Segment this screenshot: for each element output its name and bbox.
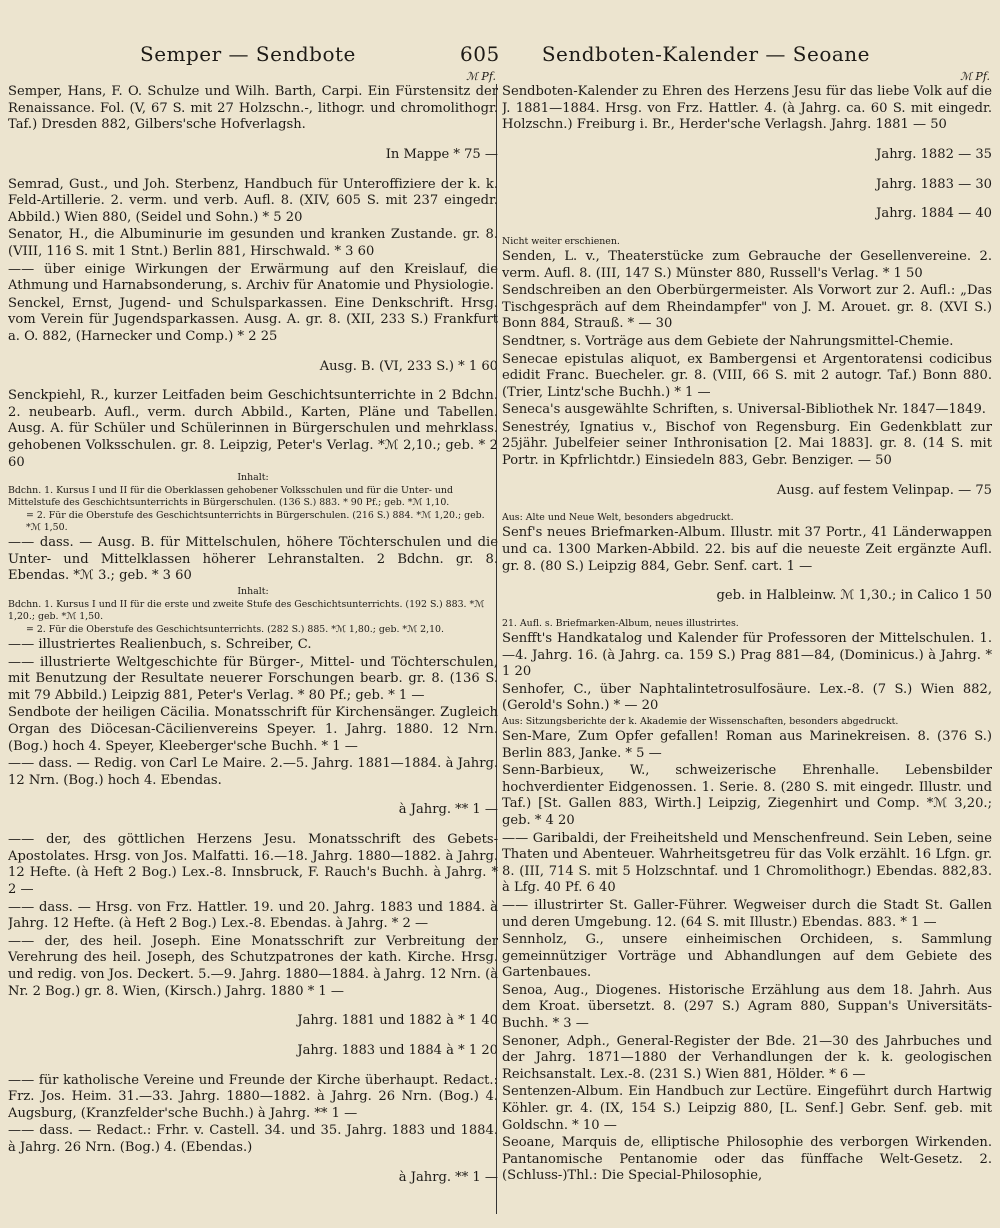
entry: —— dass. — Redact.: Frhr. v. Castell. 34. und 35. Jahrg. 1883 und 1884. à Jahrg. 26 Nrn. (Bog.) 4. (Ebendas.): [8, 1123, 498, 1155]
price-line: à Jahrg. ** 1 —: [398, 802, 498, 818]
entry: Senckpiehl, R., kurzer Leitfaden beim Geschichtsunterrichte in 2 Bdchn. 2. neubearb. Aufl., verm. durch Abbild., Karten, Pläne und Tabellen. Ausg. A. für Schüler und Schülerinnen in Bürgerschulen und mehrklass. gehobenen Volksschulen. gr. 8. Leipzig, Peter's Verlag. *ℳ 2,10.; geb. * 2 60: [8, 388, 498, 470]
price-column-head: ℳ Pf.: [960, 70, 990, 83]
entry: Sendschreiben an den Oberbürgermeister. Als Vorwort zur 2. Aufl.: „Das Tischgespräch auf dem Rheindampfer" von J. M. Arouet. gr. 8. (XVI S.) Bonn 884, Strauß. * — 30: [502, 283, 992, 332]
entry: —— der, des göttlichen Herzens Jesu. Monatsschrift des Gebets-Apostolates. Hrsg. von Jos. Malfatti. 16.—18. Jahrg. 1880—1882. à Jahrg. 12 Hefte. (à Heft 2 Bog.) Lex.-8. Innsbruck, F. Rauch's Buchh. à Jahrg. * 2 —: [8, 832, 498, 897]
entry: Senn-Barbieux, W., schweizerische Ehrenhalle. Lebensbilder hochverdienter Eidgenossen. 1. Serie. 8. (280 S. mit eingedr. Illustr. und Taf.) [St. Gallen 883, Wirth.] Leipzig, Ziegenhirt und Comp. *ℳ 3,20.; geb. * 4 20: [502, 763, 992, 828]
entry: —— illustrirter St. Galler-Führer. Wegweiser durch die Stadt St. Gallen und deren Umgebung. 12. (64 S. mit Illustr.) Ebendas. 883. * 1 —: [502, 897, 992, 930]
price-line: à Jahrg. ** 1 —: [398, 1169, 498, 1185]
entry: Senestréy, Ignatius v., Bischof von Regensburg. Ein Gedenkblatt zur 25jähr. Jubelfeier seiner Inthronisation [2. Mai 1883]. gr. 8. (14 S. mit Portr. in Kpfrlichtdr.) Einsiedeln 883, Gebr. Benziger. — 50: [502, 419, 992, 469]
entry: Semrad, Gust., und Joh. Sterbenz, Handbuch für Unteroffiziere der k. k. Feld-Artillerie. 2. verm. und verb. Aufl. 8. (XIV, 605 S. mit 237 eingedr. Abbild.) Wien 880, (Seidel und Sohn.) * 5 20: [8, 176, 498, 225]
price-line: Jahrg. 1884 — 40: [876, 206, 992, 222]
page-number: 605: [460, 42, 500, 66]
entry: —— Garibaldi, der Freiheitsheld und Menschenfreund. Sein Leben, seine Thaten und Abenteuer. Wahrheitsgetreu für das Volk erzählt. 16 Lfgn. gr. 8. (III, 714 S. mit 5 Holzschntaf. und 1 Chromolithogr.) Ebendas. 882,83. à Lfg. 40 Pf. 6 40: [502, 830, 992, 896]
price-line: Jahrg. 1882 — 35: [876, 146, 992, 162]
price-line: Jahrg. 1883 und 1884 à * 1 20: [297, 1042, 498, 1058]
price-line: Jahrg. 1883 — 30: [876, 176, 992, 192]
contents-label: Inhalt:: [237, 586, 269, 598]
entry: Senator, H., die Albuminurie im gesunden und kranken Zustande. gr. 8. (VIII, 116 S. mit 1 Stnt.) Berlin 881, Hirschwald. * 3 60: [8, 227, 498, 259]
price-line: Jahrg. 1881 und 1882 à * 1 40: [297, 1013, 498, 1029]
entry: Sendbote der heiligen Cäcilia. Monatsschrift für Kirchensänger. Zugleich Organ des Diöcesan-Cäcilienvereins Speyer. 1. Jahrg. 1880. 12 Nrn. (Bog.) hoch 4. Speyer, Kleeberger'sche Buchh. * 1 —: [8, 705, 498, 754]
entry: —— für katholische Vereine und Freunde der Kirche überhaupt. Redact.: Frz. Jos. Heim. 31.—33. Jahrg. 1880—1882. à Jahrg. 26 Nrn. (Bog.) 4. Augsburg, (Kranzfelder'sche Buchh.) à Jahrg. ** 1 —: [8, 1072, 498, 1121]
header-left: Semper — Sendbote: [140, 42, 356, 66]
entry: —— dass. — Hrsg. von Frz. Hattler. 19. und 20. Jahrg. 1883 und 1884. à Jahrg. 12 Hefte. (à Heft 2 Bog.) Lex.-8. Ebendas. à Jahrg. * 2 —: [8, 899, 498, 932]
contents-item: Bdchn. 1. Kursus I und II für die Oberklassen gehobener Volksschulen und für die Unter- und Mittelstufe des Geschichtsunterrichts in Bürgerschulen. (136 S.) 883. * 90 Pf.; geb. *ℳ 1,10.: [8, 485, 453, 509]
note: 21. Aufl. s. Briefmarken-Album, neues illustrirtes.: [502, 618, 739, 629]
entry: Senfft's Handkatalog und Kalender für Professoren der Mittelschulen. 1.—4. Jahrg. 16. (à Jahrg. ca. 159 S.) Prag 881—84, (Dominicus.) à Jahrg. * 1 20: [502, 631, 992, 680]
entry: Seoane, Marquis de, elliptische Philosophie des verborgen Wirkenden. Pantanomische Pentanomie oder das fünffache Welt-Gesetz. 2. (Schluss-)Thl.: Die Special-Philosophie,: [502, 1135, 992, 1184]
entry: Seneca's ausgewählte Schriften, s. Universal-Bibliothek Nr. 1847—1849.: [502, 402, 986, 418]
price-line: geb. in Halbleinw. ℳ 1,30.; in Calico 1 50: [716, 588, 992, 604]
entry: Sennholz, G., unsere einheimischen Orchideen, s. Sammlung gemeinnütziger Vorträge und Abhandlungen auf dem Gebiete des Gartenbaues.: [502, 932, 992, 981]
entry: Semper, Hans, F. O. Schulze und Wilh. Barth, Carpi. Ein Fürstensitz der Renaissance. Fol. (V, 67 S. mit 27 Holzschn.-, lithogr. und chromolithogr. Taf.) Dresden 882, Gilbers'sche Hofverlagsh.: [8, 84, 498, 133]
price-line: In Mappe * 75 —: [385, 146, 498, 162]
entry: —— über einige Wirkungen der Erwärmung auf den Kreislauf, die Athmung und Harnabsonderung, s. Archiv für Anatomie und Physiologie.: [8, 261, 498, 294]
left-column: [8, 70, 498, 1220]
entry: Senoa, Aug., Diogenes. Historische Erzählung aus dem 18. Jahrh. Aus dem Kroat. übersetzt. 8. (297 S.) Agram 880, Suppan's Universitäts-Buchh. * 3 —: [502, 982, 992, 1032]
note: Aus: Alte und Neue Welt, besonders abgedruckt.: [502, 512, 734, 524]
entry: Sentenzen-Album. Ein Handbuch zur Lectüre. Eingeführt durch Hartwig Köhler. gr. 4. (IX, 154 S.) Leipzig 880, [L. Senf.] Gebr. Senf. geb. mit Goldschn. * 10 —: [502, 1084, 992, 1133]
right-column: [502, 70, 992, 1220]
entry: Sen-Mare, Zum Opfer gefallen! Roman aus Marinekreisen. 8. (376 S.) Berlin 883, Janke. * 5 —: [502, 728, 992, 761]
contents-item: Bdchn. 1. Kursus I und II für die erste und zweite Stufe des Geschichtsunterrichts. (192 S.) 883. *ℳ 1,20.; geb. *ℳ 1,50.: [8, 599, 485, 623]
entry: Senf's neues Briefmarken-Album. Illustr. mit 37 Portr., 41 Länderwappen und ca. 1300 Marken-Abbild. 22. bis auf die neueste Zeit ergänzte Aufl. gr. 8. (80 S.) Leipzig 884, Gebr. Senf. cart. 1 —: [502, 525, 992, 574]
price-column-head: ℳ Pf.: [466, 70, 496, 83]
contents-label: Inhalt:: [237, 472, 269, 484]
price-line: Ausg. auf festem Velinpap. — 75: [776, 482, 992, 498]
entry: Sendtner, s. Vorträge aus dem Gebiete der Nahrungsmittel-Chemie.: [502, 333, 954, 349]
entry: Senecae epistulas aliquot, ex Bambergensi et Argentoratensi codicibus edidit Franc. Buecheler. gr. 8. (VIII, 66 S. mit 2 autogr. Taf.) Bonn 880. (Trier, Lintz'sche Buchh.) * 1 —: [502, 351, 992, 400]
entry: Senoner, Adph., General-Register der Bde. 21—30 des Jahrbuches und der Jahrg. 1871—1880 der Verhandlungen der k. k. geologischen Reichsanstalt. Lex.-8. (231 S.) Wien 881, Hölder. * 6 —: [502, 1033, 992, 1082]
contents-item: = 2. Für die Oberstufe des Geschichtsunterrichts. (282 S.) 885. *ℳ 1,80.; geb. *ℳ 2,10.: [26, 624, 444, 636]
header-right: Sendboten-Kalender — Seoane: [541, 42, 870, 66]
entry: —— der, des heil. Joseph. Eine Monatsschrift zur Verbreitung der Verehrung des heil. Joseph, des Schutzpatrones der kath. Kirche. Hrsg. und redig. von Jos. Deckert. 5.—9. Jahrg. 1880—1884. à Jahrg. 12 Nrn. (à Nr. 2 Bog.) gr. 8. Wien, (Kirsch.) Jahrg. 1880 * 1 —: [8, 933, 498, 999]
note: Aus: Sitzungsberichte der k. Akademie der Wissenschaften, besonders abgedruckt.: [502, 715, 899, 727]
price-line: Ausg. B. (VI, 233 S.) * 1 60: [319, 358, 498, 374]
entry: —— dass. — Ausg. B. für Mittelschulen, höhere Töchterschulen und die Unter- und Mittelklassen höherer Lehranstalten. 2 Bdchn. gr. 8. Ebendas. *ℳ 3.; geb. * 3 60: [8, 535, 498, 584]
entry: —— illustriertes Realienbuch, s. Schreiber, C.: [8, 637, 312, 653]
entry: —— illustrierte Weltgeschichte für Bürger-, Mittel- und Töchterschulen, mit Benutzung der Resultate neuerer Forschungen bearb. gr. 8. (136 S. mit 79 Abbild.) Leipzig 881, Peter's Verlag. * 80 Pf.; geb. * 1 —: [8, 654, 498, 703]
entry: Senhofer, C., über Naphtalintetrosulfosäure. Lex.-8. (7 S.) Wien 882, (Gerold's Sohn.) * — 20: [502, 681, 992, 714]
entry: —— dass. — Redig. von Carl Le Maire. 2.—5. Jahrg. 1881—1884. à Jahrg. 12 Nrn. (Bog.) hoch 4. Ebendas.: [8, 756, 498, 788]
contents-item: = 2. Für die Oberstufe des Geschichtsunterrichts in Bürgerschulen. (216 S.) 884. *ℳ 1,20.; geb. *ℳ 1,50.: [26, 510, 485, 534]
entry: Senckel, Ernst, Jugend- und Schulsparkassen. Eine Denkschrift. Hrsg. vom Verein für Jugendsparkassen. Ausg. A. gr. 8. (XII, 233 S.) Frankfurt a. O. 882, (Harnecker und Comp.) * 2 25: [8, 295, 498, 344]
entry: Senden, L. v., Theaterstücke zum Gebrauche der Gesellenvereine. 2. verm. Aufl. 8. (III, 147 S.) Münster 880, Russell's Verlag. * 1 50: [502, 248, 992, 281]
entry: Sendboten-Kalender zu Ehren des Herzens Jesu für das liebe Volk auf die J. 1881—1884. Hrsg. von Frz. Hattler. 4. (à Jahrg. ca. 60 S. mit eingedr. Holzschn.) Freiburg i. Br., Herder'sche Verlagsh. Jahrg. 1881 — 50: [502, 84, 992, 133]
note: Nicht weiter erschienen.: [502, 235, 620, 247]
